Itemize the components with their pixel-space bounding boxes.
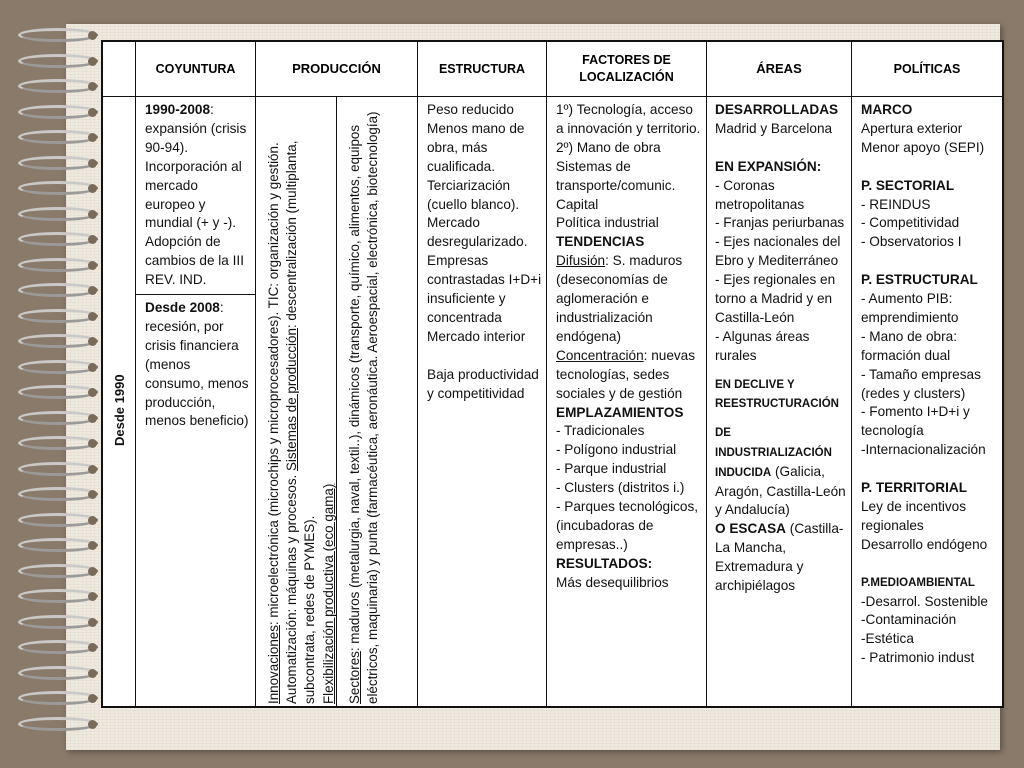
emplazamientos-heading: EMPLAZAMIENTOS [556,404,684,420]
binding-hole [88,261,97,270]
industry-table [101,40,1004,708]
binding-hole [88,643,97,652]
empl-item: - Parque industrial [556,461,667,477]
spiral-ring [18,513,98,527]
estructural-item: -Internacionalización [861,442,986,458]
medioambiental-item: -Contaminación [861,612,957,628]
binding-hole [88,669,97,678]
expansion-heading: EN EXPANSIÓN: [715,158,822,174]
empl-item: - Tradicionales [556,423,645,439]
spiral-ring [18,156,98,170]
estructural-item: - Mano de obra: formación dual [861,328,957,363]
estructural-heading: P. ESTRUCTURAL [861,272,978,288]
binding-hole [88,465,97,474]
estructura-cell [418,97,546,697]
header-coyuntura: COYUNTURA [155,61,236,76]
empl-item: - Parques tecnológicos, (incubadoras de empresas..) [556,499,699,552]
sistemas-label: Sistemas de producción [284,328,300,472]
inducida-heading: INDUSTRIALIZACIÓN INDUCIDA [715,446,832,479]
medioambiental-item: - Patrimonio indust [861,650,975,666]
spiral-ring [18,385,98,399]
spiral-ring [18,130,98,144]
spiral-ring [18,79,98,93]
factores-cell [547,97,706,697]
concentracion-label: Concentración [556,347,644,363]
difusion-text: : S. maduros (deseconomías de aglomeración e industrialización endógena) [556,253,683,344]
expansion-item: - Ejes nacionales del Ebro y Mediterráneo [715,234,841,269]
de-heading: DE [715,426,731,439]
produccion-sectores [346,98,382,704]
binding-hole [88,235,97,244]
marco-item: Apertura exterior [861,120,963,136]
binding-hole [88,108,97,117]
estructural-item: - Tamaño empresas (redes y clusters) [861,366,981,401]
binding-hole [88,516,97,525]
binding-hole [88,31,97,40]
binding-hole [88,592,97,601]
spiral-ring [18,666,98,680]
sectorial-item: - Competitividad [861,215,960,231]
spiral-ring [18,207,98,221]
spiral-ring [18,309,98,323]
coyuntura-recesion [136,295,255,495]
medioambiental-item: -Estética [861,631,914,647]
concentracion [556,347,702,404]
spiral-ring [18,436,98,450]
sistemas-text: : descentralización (multiplanta, subcontrata, redes de PYMES). [284,140,318,704]
spiral-ring [18,564,98,578]
binding-hole [88,439,97,448]
expansion-item: - Franjas periurbanas [715,215,845,231]
binding-hole [88,337,97,346]
header-factores: FACTORES DE LOCALIZACIÓN [579,53,674,84]
empl-item: - Polígono industrial [556,442,677,458]
spiral-ring [18,487,98,501]
spiral-ring [18,28,98,42]
coyuntura-recesion-title: Desde 2008 [145,300,220,315]
sectorial-heading: P. SECTORIAL [861,177,955,193]
spiral-ring [18,462,98,476]
spiral-ring [18,589,98,603]
binding-hole [88,618,97,627]
coyuntura-recesion-text: : recesión, por crisis financiera (menos consumo, menos producción, menos beneficio) [145,300,249,429]
estructura-text: Peso reducido Menos mano de obra, más cualificada. Terciarización (cuello blanco). Mercado desregularizado. Empresas contrastadas I+D+i insuficiente y concentrada Mercado interior [427,102,542,344]
produccion-innovaciones [265,98,338,704]
spiral-ring [18,232,98,246]
binding-hole [88,414,97,423]
spiral-ring [18,360,98,374]
spiral-binding [0,28,100,748]
difusion [556,252,702,347]
territorial-heading: P. TERRITORIAL [861,480,967,496]
escasa-heading: O ESCASA [715,521,787,537]
areas-cell [707,97,851,697]
spiral-ring [18,411,98,425]
header-politicas: POLÍTICAS [893,61,961,76]
binding-hole [88,184,97,193]
desarrolladas-heading: DESARROLLADAS [715,102,839,117]
binding-hole [88,490,97,499]
tendencias-heading: TENDENCIAS [556,234,645,250]
territorial-item: Ley de incentivos regionales [861,498,967,533]
binding-hole [88,363,97,372]
grid-line [255,42,256,706]
coyuntura-expansion-title: 1990-2008 [145,102,211,117]
spiral-ring [18,181,98,195]
spiral-ring [18,105,98,119]
binding-hole [88,286,97,295]
marco-item: Menor apoyo (SEPI) [861,139,985,155]
coyuntura-expansion-text: : expansión (crisis 90-94). Incorporación al mercado europeo y mundial (+ y -). Adopción de cambios de la III REV. IND. [145,102,247,288]
coyuntura-expansion [136,97,255,294]
binding-hole [88,567,97,576]
escasa-text: (Castilla-La Mancha, Extremadura y archipiélagos [715,521,844,594]
resultados-heading: RESULTADOS: [556,555,653,571]
expansion-item: - Algunas áreas rurales [715,328,810,363]
spiral-ring [18,615,98,629]
spiral-ring [18,691,98,705]
spiral-ring [18,54,98,68]
spiral-ring [18,258,98,272]
marco-heading: MARCO [861,102,913,117]
territorial-item: Desarrollo endógeno [861,536,988,552]
sectores-text: : maduros (metalurgia, naval, textil..), dinámicos (transporte, químico, alimentos, equipos eléctricos, maquinaria) y punta (farmacéutica, aeronáutica. Aeroespacial, electrónica, biotecnología) [347,111,381,704]
sectores-label: Sectores [347,651,362,704]
expansion-item: - Ejes regionales en torno a Madrid y en Castilla-León [715,272,836,325]
flexibilizacion-text: Flexibilización productiva (eco gama) [320,483,336,704]
concentracion-text: : nuevas tecnologías, sedes sociales y de gestión [556,347,696,401]
binding-hole [88,159,97,168]
estructural-item: - Fomento I+D+i y tecnología [861,404,970,439]
estructural-item: - Aumento PIB: emprendimiento [861,291,959,325]
binding-hole [88,541,97,550]
binding-hole [88,82,97,91]
sectorial-item: - Observatorios I [861,234,962,250]
period-label: Desde 1990 [112,374,127,446]
expansion-item: - Coronas metropolitanas [715,177,805,212]
spiral-ring [18,538,98,552]
estructura-productividad: Baja productividad y competitividad [427,366,539,401]
innovaciones-label: Innovaciones [266,625,281,704]
binding-hole [88,57,97,66]
spiral-ring [18,283,98,297]
resultados-text: Más desequilibrios [556,574,669,590]
binding-hole [88,210,97,219]
politicas-cell [852,97,1002,707]
binding-hole [88,133,97,142]
factor-tecnologia: 1º) Tecnología, acceso a innovación y territorio. [556,102,701,136]
binding-hole [88,388,97,397]
sectorial-item: - REINDUS [861,196,931,212]
empl-item: - Clusters (distritos i.) [556,480,685,496]
medioambiental-item: -Desarrol. Sostenible [861,593,988,609]
binding-hole [88,720,97,729]
declive-heading: EN DECLIVE Y REESTRUCTURACIÓN [715,378,839,410]
header-areas: ÁREAS [756,61,802,77]
header-produccion: PRODUCCIÓN [292,61,381,77]
spiral-ring [18,334,98,348]
spiral-ring [18,640,98,654]
spiral-ring [18,717,98,731]
desarrolladas-text: Madrid y Barcelona [715,120,833,136]
factor-politica: Política industrial [556,215,659,231]
difusion-label: Difusión [556,253,606,269]
binding-hole [88,312,97,321]
innovaciones-text: : microelectrónica (microchips y microprocesadores). TIC: organización y gestión. Automatización: máquinas y procesos. [266,142,300,704]
binding-hole [88,694,97,703]
medioambiental-heading: P.MEDIOAMBIENTAL [861,576,975,589]
header-estructura: ESTRUCTURA [438,61,526,76]
factor-mano-obra: 2º) Mano de obra Sistemas de transporte/comunic. Capital [556,139,676,212]
inducida-text: (Galicia, Aragón, Castilla-León y Andalucía) [715,463,846,518]
